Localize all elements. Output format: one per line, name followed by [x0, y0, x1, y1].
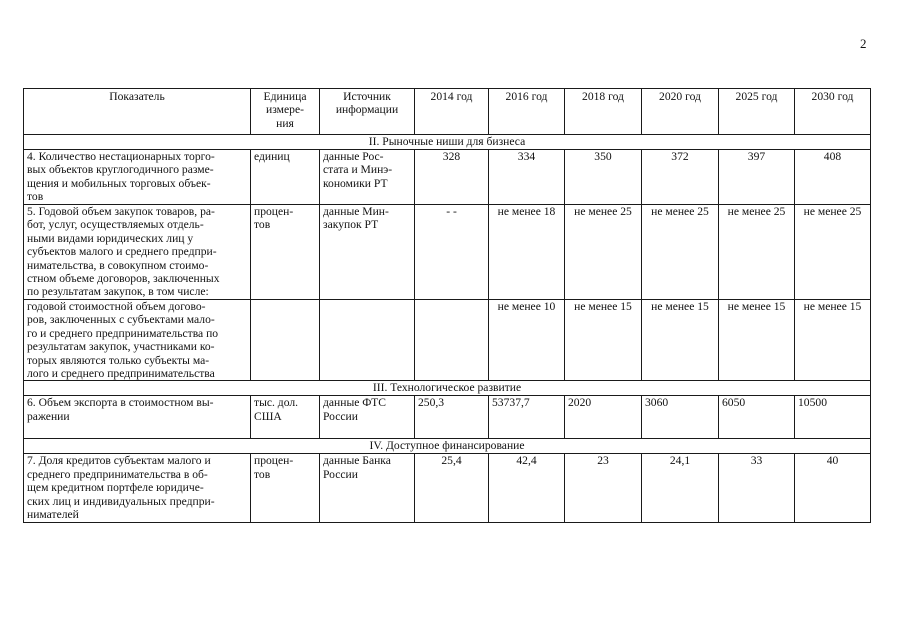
header-year-2020: 2020 год: [642, 89, 719, 135]
value-cell-2016: 53737,7: [489, 396, 565, 439]
section-title: III. Технологическое развитие: [24, 381, 871, 396]
source-cell: данные ФТС России: [320, 396, 415, 439]
section-row: [24, 381, 871, 396]
header-year-2030: 2030 год: [795, 89, 871, 135]
value-cell-2016: 42,4: [489, 454, 565, 523]
section-row: [24, 439, 871, 454]
table-row: [24, 396, 871, 439]
source-cell: данные Банка России: [320, 454, 415, 523]
unit-cell: единиц: [251, 150, 320, 205]
value-cell-2030: 40: [795, 454, 871, 523]
section-title: IV. Доступное финансирование: [24, 439, 871, 454]
value-cell-2014: - -: [415, 205, 489, 300]
indicator-cell: 7. Доля кредитов субъектам малого и среднего предпринимательства в об- щем кредитном портфеле юридиче- ских лиц и индивидуальных предпри- нимателей: [24, 454, 251, 523]
value-cell-2020: не менее 15: [642, 300, 719, 381]
header-source: Источник информации: [320, 89, 415, 135]
table-row: [24, 300, 871, 381]
table-row: [24, 150, 871, 205]
value-cell-2020: не менее 25: [642, 205, 719, 300]
section-row: [24, 135, 871, 150]
table-row: [24, 454, 871, 523]
value-cell-2030: не менее 25: [795, 205, 871, 300]
value-cell-2020: 3060: [642, 396, 719, 439]
value-cell-2025: 6050: [719, 396, 795, 439]
indicator-cell: 4. Количество нестационарных торго- вых объектов круглогодичного разме- щения и мобильных торговых объек- тов: [24, 150, 251, 205]
header-year-2018: 2018 год: [565, 89, 642, 135]
value-cell-2016: не менее 10: [489, 300, 565, 381]
value-cell-2018: 350: [565, 150, 642, 205]
table-header-row: [24, 89, 871, 135]
indicators-table: [23, 88, 871, 523]
header-unit: Единица измере- ния: [251, 89, 320, 135]
value-cell-2014: 250,3: [415, 396, 489, 439]
unit-cell: тыс. дол. США: [251, 396, 320, 439]
header-year-2025: 2025 год: [719, 89, 795, 135]
unit-cell: [251, 300, 320, 381]
header-year-2014: 2014 год: [415, 89, 489, 135]
value-cell-2030: 10500: [795, 396, 871, 439]
value-cell-2030: 408: [795, 150, 871, 205]
value-cell-2025: 33: [719, 454, 795, 523]
unit-cell: процен- тов: [251, 454, 320, 523]
section-title: II. Рыночные ниши для бизнеса: [24, 135, 871, 150]
value-cell-2020: 372: [642, 150, 719, 205]
value-cell-2018: 2020: [565, 396, 642, 439]
value-cell-2025: 397: [719, 150, 795, 205]
value-cell-2016: 334: [489, 150, 565, 205]
indicator-cell: годовой стоимостной объем догово- ров, заключенных с субъектами мало- го и среднего предпринимательства по результатам закупок, участниками ко- торых являются только субъекты ма- лого и среднего предпринимательства: [24, 300, 251, 381]
table-row: [24, 205, 871, 300]
source-cell: данные Рос- стата и Минэ- кономики РТ: [320, 150, 415, 205]
header-indicator: Показатель: [24, 89, 251, 135]
value-cell-2014: [415, 300, 489, 381]
page-number: 2: [860, 36, 867, 51]
value-cell-2014: 328: [415, 150, 489, 205]
unit-cell: процен- тов: [251, 205, 320, 300]
indicator-cell: 6. Объем экспорта в стоимостном вы- ражении: [24, 396, 251, 439]
value-cell-2016: не менее 18: [489, 205, 565, 300]
value-cell-2018: не менее 15: [565, 300, 642, 381]
value-cell-2018: не менее 25: [565, 205, 642, 300]
source-cell: данные Мин- закупок РТ: [320, 205, 415, 300]
value-cell-2014: 25,4: [415, 454, 489, 523]
header-year-2016: 2016 год: [489, 89, 565, 135]
value-cell-2025: не менее 25: [719, 205, 795, 300]
value-cell-2025: не менее 15: [719, 300, 795, 381]
value-cell-2030: не менее 15: [795, 300, 871, 381]
value-cell-2018: 23: [565, 454, 642, 523]
value-cell-2020: 24,1: [642, 454, 719, 523]
source-cell: [320, 300, 415, 381]
indicator-cell: 5. Годовой объем закупок товаров, ра- бот, услуг, осуществляемых отдель- ными видами юридических лиц у субъектов малого и среднего предпри- нимательства, в совокупном стоимо- стном объеме договоров, заключенных по результатам закупок, в том числе:: [24, 205, 251, 300]
